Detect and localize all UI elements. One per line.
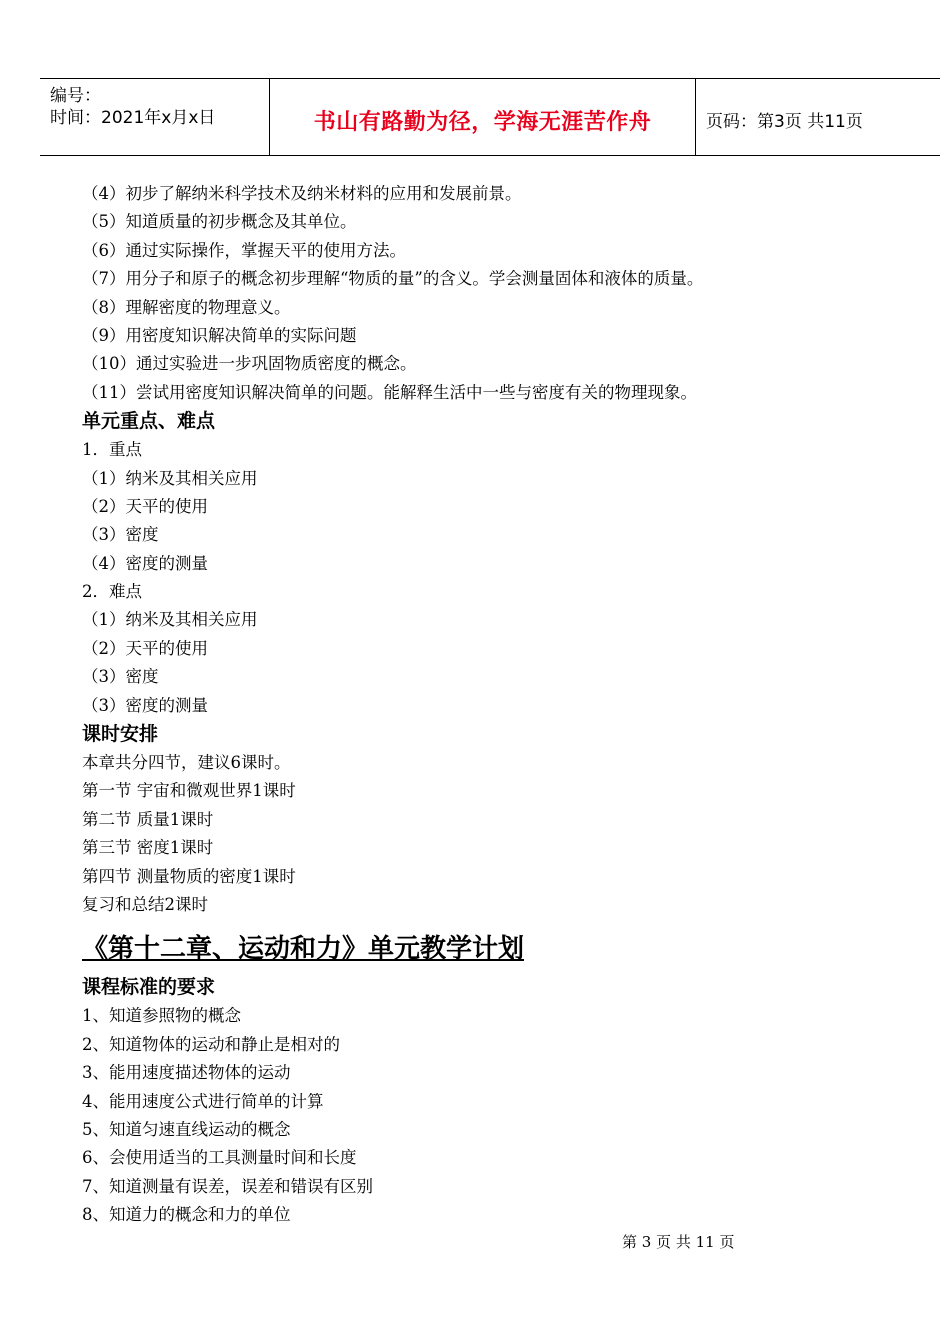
schedule-item: 第四节 测量物质的密度1课时 [82,866,296,886]
schedule-heading: 课时安排 [82,723,159,746]
key-point-item: （1）纳米及其相关应用 [82,468,258,488]
difficult-point-item: （3）密度 [82,667,159,687]
difficult-point-item: （3）密度的测量 [82,695,208,715]
key-point-item: （3）密度 [82,525,159,545]
header-page-info: 页码：第3页 共11页 [706,112,863,132]
schedule-item: 复习和总结2课时 [82,894,208,914]
standards-heading: 课程标准的要求 [82,976,216,999]
header-page-cell [696,79,940,155]
key-point-item: （2）天平的使用 [82,496,208,516]
difficult-point-item: （2）天平的使用 [82,638,208,658]
difficult-points-label: 2．难点 [82,582,142,602]
objective-item: （6）通过实际操作，掌握天平的使用方法。 [82,240,406,260]
objective-item: （7）用分子和原子的概念初步理解“物质的量”的含义。学会测量固体和液体的质量。 [82,269,704,289]
schedule-item: 本章共分四节，建议6课时。 [82,753,291,773]
schedule-item: 第一节 宇宙和微观世界1课时 [82,781,296,801]
document-date: 时间：2021年x月x日 [50,108,216,128]
key-points-heading: 单元重点、难点 [82,410,216,433]
key-points-label: 1．重点 [82,440,142,460]
objective-item: （4）初步了解纳米科学技术及纳米材料的应用和发展前景。 [82,184,522,203]
standard-item: 5、知道匀速直线运动的概念 [82,1119,291,1139]
objective-item: （5）知道质量的初步概念及其单位。 [82,212,357,232]
objective-item: （9）用密度知识解决简单的实际问题 [82,325,357,345]
standard-item: 8、知道力的概念和力的单位 [82,1205,291,1225]
objective-item: （10）通过实验进一步巩固物质密度的概念。 [82,354,417,374]
standard-item: 6、会使用适当的工具测量时间和长度 [82,1148,357,1168]
document-number-label: 编号： [50,86,101,106]
objective-item: （11）尝试用密度知识解决简单的问题。能解释生活中一些与密度有关的物理现象。 [82,382,697,402]
key-point-item: （4）密度的测量 [82,553,208,573]
objective-item: （8）理解密度的物理意义。 [82,297,291,317]
standard-item: 4、能用速度公式进行简单的计算 [82,1091,324,1111]
standard-item: 3、能用速度描述物体的运动 [82,1063,291,1083]
header-motto-cell [270,79,696,155]
standard-item: 1、知道参照物的概念 [82,1006,241,1026]
standard-item: 2、知道物体的运动和静止是相对的 [82,1034,340,1054]
chapter-title: 《第十二章、运动和力》单元教学计划 [82,934,525,965]
page-header [40,78,940,156]
difficult-point-item: （1）纳米及其相关应用 [82,610,258,630]
standard-item: 7、知道测量有误差，误差和错误有区别 [82,1176,373,1196]
page-footer: 第 3 页 共 11 页 [622,1233,735,1251]
header-meta-cell [40,79,270,155]
header-motto: 书山有路勤为径，学海无涯苦作舟 [313,110,652,135]
schedule-item: 第二节 质量1课时 [82,809,214,829]
document-body [82,180,922,1230]
schedule-item: 第三节 密度1课时 [82,838,214,858]
